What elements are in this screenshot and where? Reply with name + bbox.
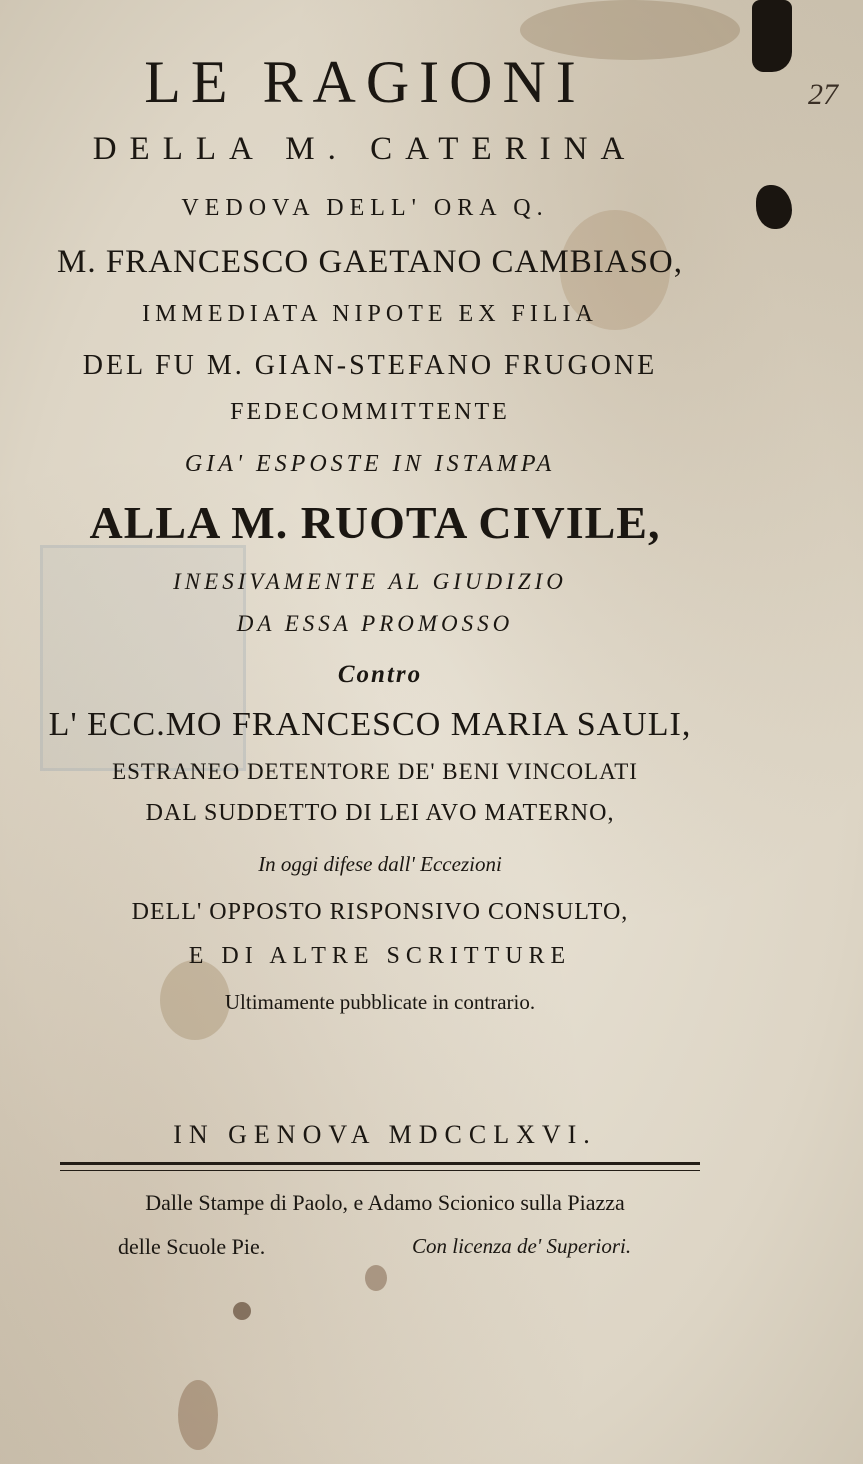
title-line-18: E DI ALTRE SCRITTURE xyxy=(188,943,572,969)
title-line-4: M. FRANCESCO GAETANO CAMBIASO, xyxy=(56,244,683,280)
title-line-14: ESTRANEO DETENTORE DE' BENI VINCOLATI xyxy=(112,759,638,784)
spot-1 xyxy=(233,1302,251,1320)
title-line-10: INESIVAMENTE AL GIUDIZIO xyxy=(173,569,567,594)
printer-line-2-place: delle Scuole Pie. xyxy=(118,1234,266,1259)
spot-2 xyxy=(178,1380,218,1450)
title-line-19: Ultimamente pubblicate in contrario. xyxy=(224,990,536,1014)
imprint-rule-bottom xyxy=(60,1170,700,1171)
printer-line-2-license: Con licenza de' Superiori. xyxy=(412,1234,632,1258)
spot-3 xyxy=(365,1265,387,1291)
title-line-13: L' ECC.MO FRANCESCO MARIA SAULI, xyxy=(48,706,692,743)
title-line-15: DAL SUDDETTO DI LEI AVO MATERNO, xyxy=(145,800,615,826)
ink-blot-top-right xyxy=(752,0,792,72)
title-line-17: DELL' OPPOSTO RISPONSIVO CONSULTO, xyxy=(131,899,629,925)
title-line-16: In oggi difese dall' Eccezioni xyxy=(258,852,502,876)
title-line-12: Contro xyxy=(337,661,423,688)
title-line-7: FEDECOMMITTENTE xyxy=(230,399,510,425)
title-line-2: DELLA M. CATERINA xyxy=(92,131,638,167)
imprint-place-date: IN GENOVA MDCCLXVI. xyxy=(173,1120,597,1149)
title-line-9: ALLA M. RUOTA CIVILE, xyxy=(89,497,661,548)
printer-line-1: Dalle Stampe di Paolo, e Adamo Scionico sulla Piazza xyxy=(145,1190,625,1215)
margin-note: 27 xyxy=(808,78,838,111)
ink-blot-right xyxy=(756,185,792,229)
title-line-11: DA ESSA PROMOSSO xyxy=(236,611,514,636)
imprint-rule-top xyxy=(60,1162,700,1165)
title-line-3: VEDOVA DELL' ORA Q. xyxy=(181,195,549,221)
title-line-6: DEL FU M. GIAN-STEFANO FRUGONE xyxy=(82,350,658,381)
title-line-1: LE RAGIONI xyxy=(144,49,586,115)
title-line-5: IMMEDIATA NIPOTE EX FILIA xyxy=(142,301,598,327)
title-line-8: GIA' ESPOSTE IN ISTAMPA xyxy=(184,451,556,477)
